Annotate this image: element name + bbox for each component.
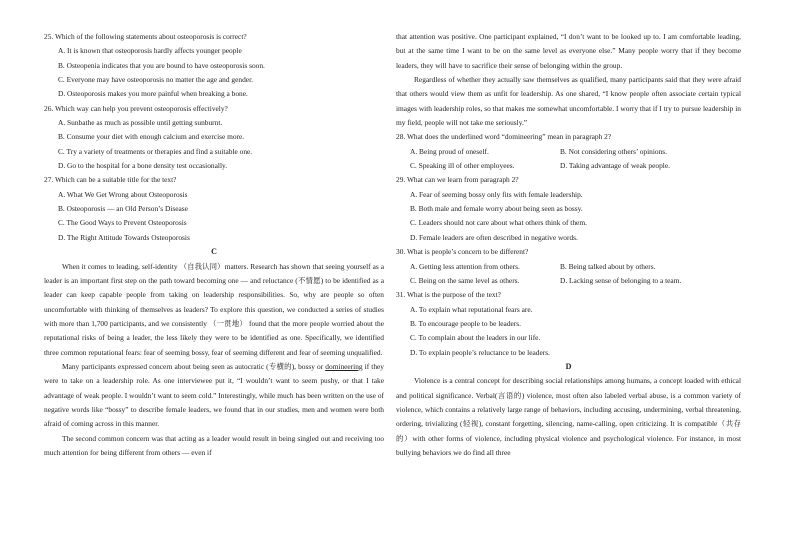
q30-option-d: D. Lacking sense of belonging to a team.: [560, 275, 682, 285]
q26-option-b: B. Consume your diet with enough calcium and exercise more.: [58, 132, 245, 142]
q31-option-a: A. To explain what reputational fears are.: [410, 304, 533, 314]
q29-option-d: D. Female leaders are often described in negative words.: [410, 232, 578, 242]
passage-c-paragraph-4: Regardless of whether they actually saw themselves as qualified, many participants said that they were afraid that others would view them as unfit for leadership. As one shared, “I know people often associate certain typical images with leadership roles, so that makes me somewhat uncomfortable. I worry that if I try to pursue leadership in my field, people will not take me seriously.”: [396, 75, 741, 128]
q31-option-b: B. To encourage people to be leaders.: [410, 318, 521, 328]
q30-options-row-1: [396, 260, 741, 274]
passage-c-paragraph-2: [44, 360, 384, 432]
p2-text-before: Many participants expressed concern about being seen as autocratic (专横的), bossy or: [62, 361, 326, 371]
question-27-stem: 27. Which can be a suitable title for the text?: [44, 175, 177, 185]
q28-option-a: A. Being proud of oneself.: [410, 146, 489, 156]
q31-option-d: D. To explain people’s reluctance to be leaders.: [410, 347, 550, 357]
q25-option-d: D. Osteoporosis makes you more painful when breaking a bone.: [58, 89, 248, 99]
q27-option-c: C. The Good Ways to Prevent Osteoporosis: [58, 218, 187, 228]
q26-option-a: A. Sunbathe as much as possible until getting sunburnt.: [58, 118, 223, 128]
q27-option-d: D. The Right Attitude Towards Osteoporosis: [58, 232, 190, 242]
q25-option-a: A. It is known that osteoporosis hardly affects younger people: [58, 46, 242, 56]
q29-option-c: C. Leaders should not care about what others think of them.: [410, 218, 587, 228]
passage-c-paragraph-3-continued: that attention was positive. One participant explained, “I don’t want to be looked up to. I am comfortable leading, but at the same time I want to be on the same level as everyone else.” Many people worry that if they become leaders, they will have to sacrifice their sense of belonging within the group.: [396, 32, 741, 70]
passage-c-paragraph-3: The second common concern was that acting as a leader would result in being singled out and receiving too much attention for being different from others — even if: [44, 433, 384, 457]
q26-option-c: C. Try a variety of treatments or therapies and find a suitable one.: [58, 146, 253, 156]
q29-option-b: B. Both male and female worry about being seen as bossy.: [410, 204, 583, 214]
question-26-stem: 26. Which way can help you prevent osteoporosis effectively?: [44, 103, 228, 113]
q25-option-b: B. Osteopenia indicates that you are bound to have osteoporosis soon.: [58, 60, 265, 70]
q29-option-a: A. Fear of seeming bossy only fits with female leadership.: [410, 189, 583, 199]
section-c-heading: C: [211, 247, 217, 257]
right-column: [396, 30, 741, 460]
question-30-stem: 30. What is people’s concern to be different?: [396, 247, 529, 257]
question-25-stem: 25. Which of the following statements about osteoporosis is correct?: [44, 32, 247, 41]
passage-c-paragraph-1: When it comes to leading, self-identity （自我认同）matters. Research has shown that seeing yourself as a leader is an important first step on the path toward becoming one — and reluctance (不情愿) to be identified as a leader can keep capable people from taking on leadership responsibilities. So, why are people so often uncomfortable with thinking of themselves as leaders? To explore this question, we conducted a series of studies with more than 1,700 participants, and we consistently （一贯地） found that the more people worried about the reputational risks of being a leader, the less likely they were to be identified as one. Specifically, we identified three common reputational fears: fear of seeming bossy, fear of seeming different and fear of seeming unqualified.: [44, 261, 384, 357]
q30-option-a: A. Getting less attention from others.: [410, 261, 520, 271]
section-d-heading: D: [565, 361, 572, 371]
q30-option-b: B. Being talked about by others.: [560, 261, 656, 271]
q28-options-row-2: [396, 159, 741, 173]
q30-options-row-2: [396, 274, 741, 288]
q28-option-b: B. Not considering others’ opinions.: [560, 146, 668, 156]
q26-option-d: D. Go to the hospital for a bone density test occasionally.: [58, 161, 228, 171]
q28-options-row-1: [396, 145, 741, 159]
p2-text-after: if they were to take on a leadership role. As one interviewee put it, “I wouldn’t want to seem pushy, or that I take advantage of weak people. I wouldn’t want to seem cold.” Interestingly, while much has been written on the use of negative words like “bossy” to describe female leaders, we found that in our studies, men and women were both afraid of coming across in this manner.: [44, 361, 384, 429]
q27-option-a: A. What We Get Wrong about Osteoporosis: [58, 189, 188, 199]
question-29-stem: 29. What can we learn from paragraph 2?: [396, 175, 519, 185]
passage-d-paragraph-1: Violence is a central concept for describing social relationships among humans, a concept loaded with ethical and political significance. Verbal(言语的) violence, most often also labeled verbal abuse, is a common variety of violence, which contains a relatively large range of behaviors, including accusing, undermining, verbal threatening, ordering, trivializing (轻视), constant forgetting, silencing, name-calling, open criticizing. It is compatible（共存的）with other forms of violence, including physical violence and psychological violence. For instance, in most bullying behaviors we do find all three: [396, 376, 741, 457]
q27-option-b: B. Osteoporosis — an Old Person’s Disease: [58, 204, 188, 214]
q28-option-c: C. Speaking ill of other employees.: [410, 161, 515, 171]
underlined-word-domineering: domineering: [325, 361, 363, 371]
q30-option-c: C. Being on the same level as others.: [410, 275, 520, 285]
question-31-stem: 31. What is the purpose of the text?: [396, 290, 501, 300]
question-28-stem: 28. What does the underlined word “domineering” mean in paragraph 2?: [396, 132, 612, 142]
left-column: [44, 30, 384, 460]
q31-option-c: C. To complain about the leaders in our life.: [410, 333, 541, 343]
q28-option-d: D. Taking advantage of weak people.: [560, 161, 670, 171]
q25-option-c: C. Everyone may have osteoporosis no matter the age and gender.: [58, 75, 253, 85]
